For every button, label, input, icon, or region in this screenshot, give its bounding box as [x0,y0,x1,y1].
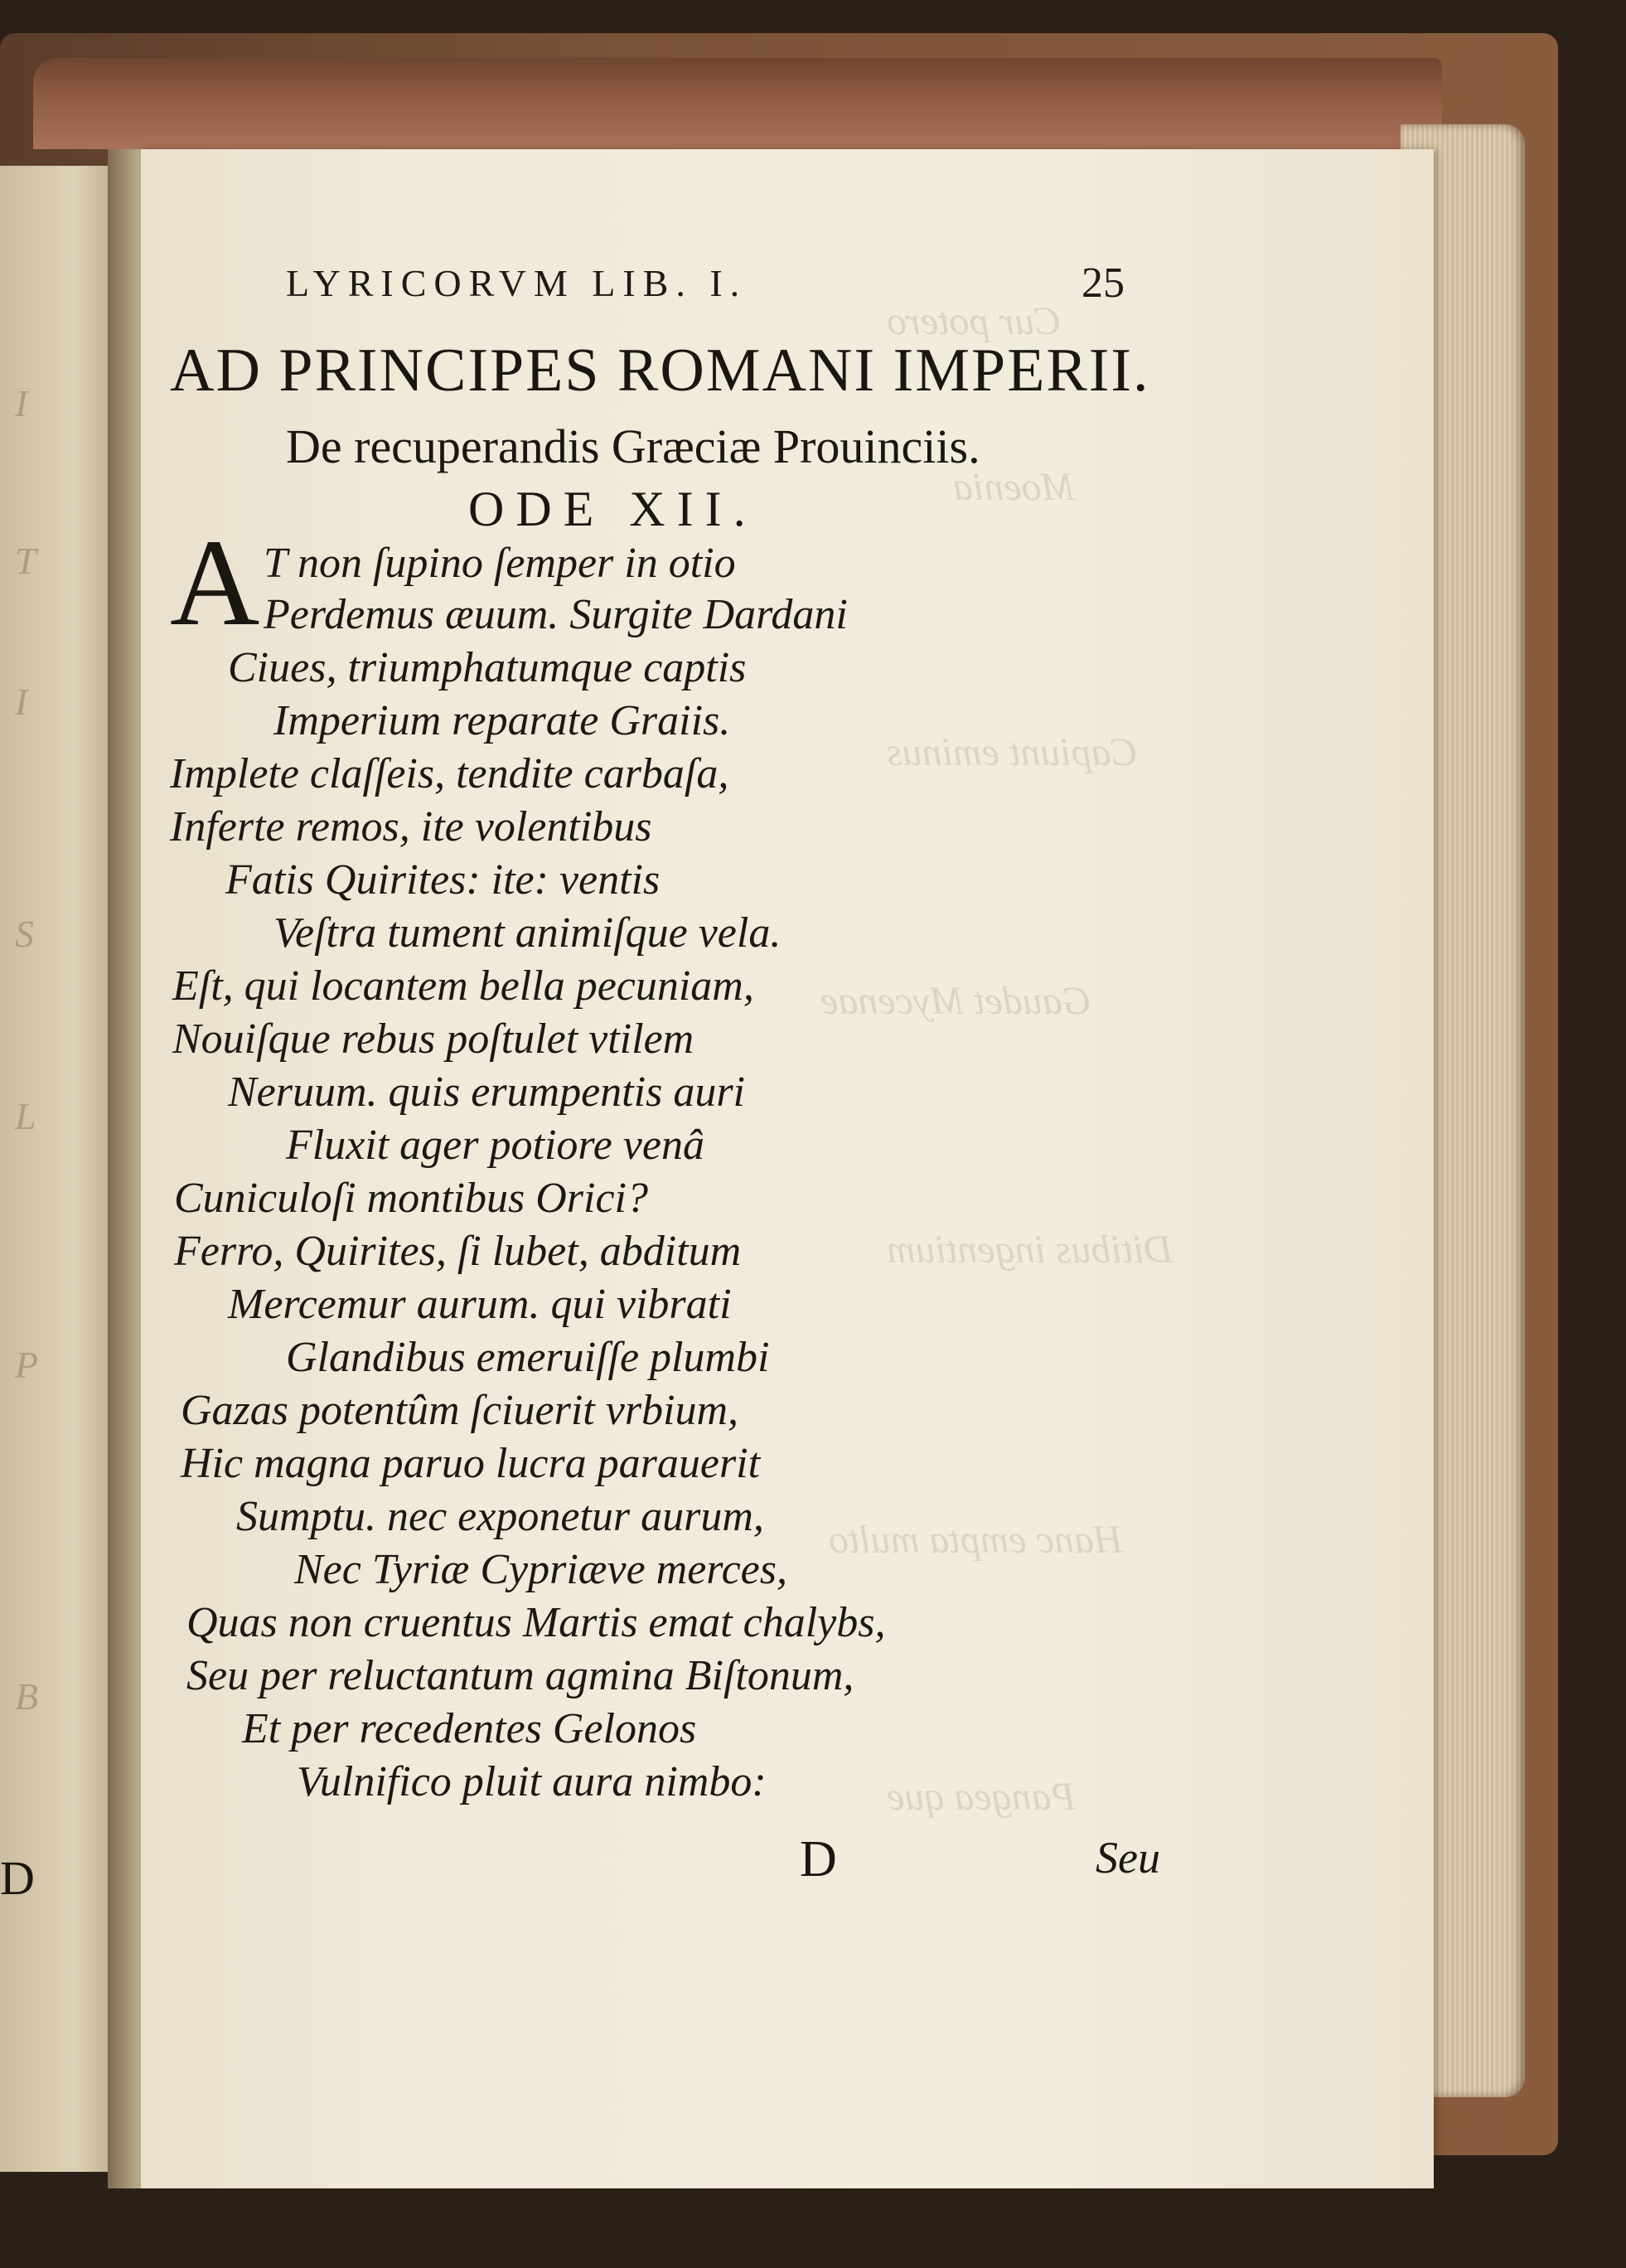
poem-line: Mercemur aurum. qui vibrati [228,1281,732,1328]
bleed-through-text: Gaudet Mycenae [820,979,1091,1023]
poem-subtitle: De recuperandis Græciæ Prouinciis. [286,419,980,473]
left-page-edge: I T I S L P B [0,166,124,2172]
poem-line: Cuniculoſi montibus Orici? [174,1175,648,1222]
poem-line: Gazas potentûm ſciuerit vrbium, [181,1387,739,1434]
poem-line: Perdemus æuum. Surgite Dardani [264,591,848,638]
page-number: 25 [1082,259,1125,307]
drop-cap: A [170,514,260,652]
bleed-through-text: Capiunt eminus [887,730,1138,774]
poem-line: T non ſupino ſemper in otio [264,540,736,587]
left-page-signature: D [0,1851,35,1905]
poem-line: Ferro, Quirites, ſi lubet, abditum [174,1228,742,1275]
poem-line: Imperium reparate Graiis. [273,697,731,744]
poem-line: Hic magna paruo lucra parauerit [181,1440,761,1487]
book-top-edge [33,58,1442,149]
poem-line: Veſtra tument animiſque vela. [273,909,782,957]
poem-line: Inferte remos, ite volentibus [170,803,652,850]
poem-line: Et per recedentes Gelonos [242,1705,697,1752]
bleed-through-text: Hanc empta multo [829,1518,1123,1562]
bleed-through-text: Cur potero [887,299,1062,343]
catchword: Seu [1096,1833,1160,1883]
poem-line: Vulnifico pluit aura nimbo: [297,1758,767,1805]
signature-mark: D [800,1831,837,1888]
bleed-through-text: Ditibus ingentium [887,1228,1174,1272]
bleed-through-text: Pangea que [887,1775,1076,1819]
poem-title: AD PRINCIPES ROMANI IMPERII. [170,337,1150,405]
poem-line: Fatis Quirites: ite: ventis [225,856,661,904]
poem-line: Quas non cruentus Martis emat chalybs, [186,1599,886,1646]
poem-line: Seu per reluctantum agmina Biſtonum, [186,1652,854,1699]
poem-line: Ciues, triumphatumque captis [228,644,747,691]
poem-line: Implete claſſeis, tendite carbaſa, [170,750,729,797]
running-head: LYRICORVM LIB. I. [286,262,748,304]
poem-line: Neruum. quis erumpentis auri [228,1069,745,1116]
poem-line: Fluxit ager potiore venâ [286,1122,704,1169]
ode-label: ODE XII. [468,482,757,536]
poem-line: Nouiſque rebus poſtulet vtilem [172,1015,694,1063]
poem-line: Glandibus emeruiſſe plumbi [286,1334,770,1381]
poem-line: Sumptu. nec exponetur aurum, [236,1493,764,1540]
poem-line: Nec Tyriæ Cypriæve merces, [294,1546,787,1593]
bleed-through-text: Moenia [953,465,1075,509]
poem-line: Eſt, qui locantem bella pecuniam, [172,962,754,1010]
